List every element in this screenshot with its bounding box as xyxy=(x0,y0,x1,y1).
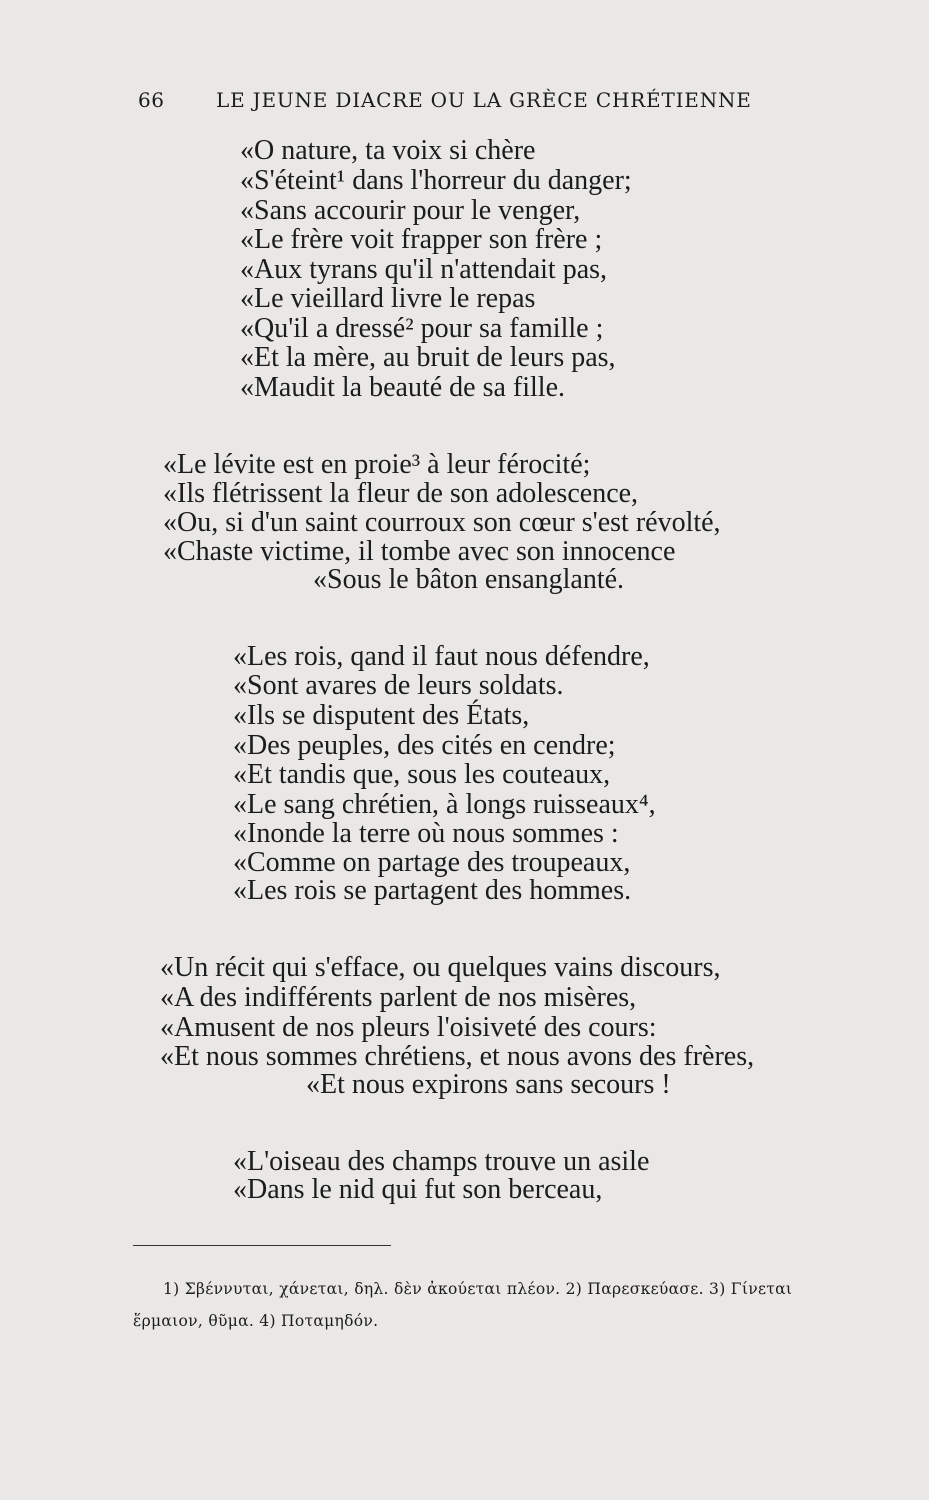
verse-line: «Sont avares de leurs soldats. xyxy=(233,670,564,701)
verse-line: «Et tandis que, sous les couteaux, xyxy=(233,759,611,790)
footnote-separator xyxy=(133,1245,391,1246)
verse-line: «Comme on partage des troupeaux, xyxy=(233,847,631,878)
verse-line: «Le vieillard livre le repas xyxy=(240,283,536,314)
verse-line: «Un récit qui s'efface, ou quelques vains discours, xyxy=(160,952,721,983)
verse-line: «Le lévite est en proie³ à leur férocité; xyxy=(163,449,591,480)
verse-line: «S'éteint¹ dans l'horreur du danger; xyxy=(240,165,632,196)
verse-line: «Et nous expirons sans secours ! xyxy=(306,1069,671,1100)
verse-line: «Ils flétrissent la fleur de son adolescence, xyxy=(163,478,639,509)
verse-line: «Dans le nid qui fut son berceau, xyxy=(233,1174,603,1205)
verse-line: «Et la mère, au bruit de leurs pas, xyxy=(240,342,616,373)
verse-line: «Le sang chrétien, à longs ruisseaux⁴, xyxy=(233,789,656,820)
verse-line: «Qu'il a dressé² pour sa famille ; xyxy=(240,313,604,344)
verse-line: «Et nous sommes chrétiens, et nous avons des frères, xyxy=(160,1041,755,1072)
verse-line: «A des indifférents parlent de nos misères, xyxy=(160,982,637,1013)
verse-line: «Aux tyrans qu'il n'attendait pas, xyxy=(240,254,608,285)
verse-line: «Chaste victime, il tombe avec son innocence xyxy=(163,536,676,567)
verse-line: «Maudit la beauté de sa fille. xyxy=(240,372,565,403)
verse-line: «Des peuples, des cités en cendre; xyxy=(233,730,616,761)
verse-line: «Amusent de nos pleurs l'oisiveté des cours: xyxy=(160,1012,657,1043)
verse-line: «Ou, si d'un saint courroux son cœur s'est révolté, xyxy=(163,507,721,538)
verse-line: «Le frère voit frapper son frère ; xyxy=(240,224,603,255)
verse-line: «Les rois, qand il faut nous défendre, xyxy=(233,641,650,672)
verse-line: «Sans accourir pour le venger, xyxy=(240,195,581,226)
verse-line: «Sous le bâton ensanglanté. xyxy=(313,564,625,595)
verse-line: «O nature, ta voix si chère xyxy=(240,135,536,166)
verse-line: «Inonde la terre où nous sommes : xyxy=(233,818,619,849)
verse-line: «Les rois se partagent des hommes. xyxy=(233,875,632,906)
verse-line: «L'oiseau des champs trouve un asile xyxy=(233,1146,650,1177)
running-title: LE JEUNE DIACRE OU LA GRÈCE CHRÉTIENNE xyxy=(216,88,752,112)
page-number: 66 xyxy=(138,88,165,112)
footnote-line-1: 1) Σβέννυται, χάνεται, δηλ. δὲν ἀκούεται πλέον. 2) Παρεσκεύασε. 3) Γίνεται xyxy=(163,1280,793,1298)
footnote-line-2: ἕρμαιον, θῦμα. 4) Ποταμηδόν. xyxy=(133,1312,379,1330)
verse-line: «Ils se disputent des États, xyxy=(233,700,530,731)
